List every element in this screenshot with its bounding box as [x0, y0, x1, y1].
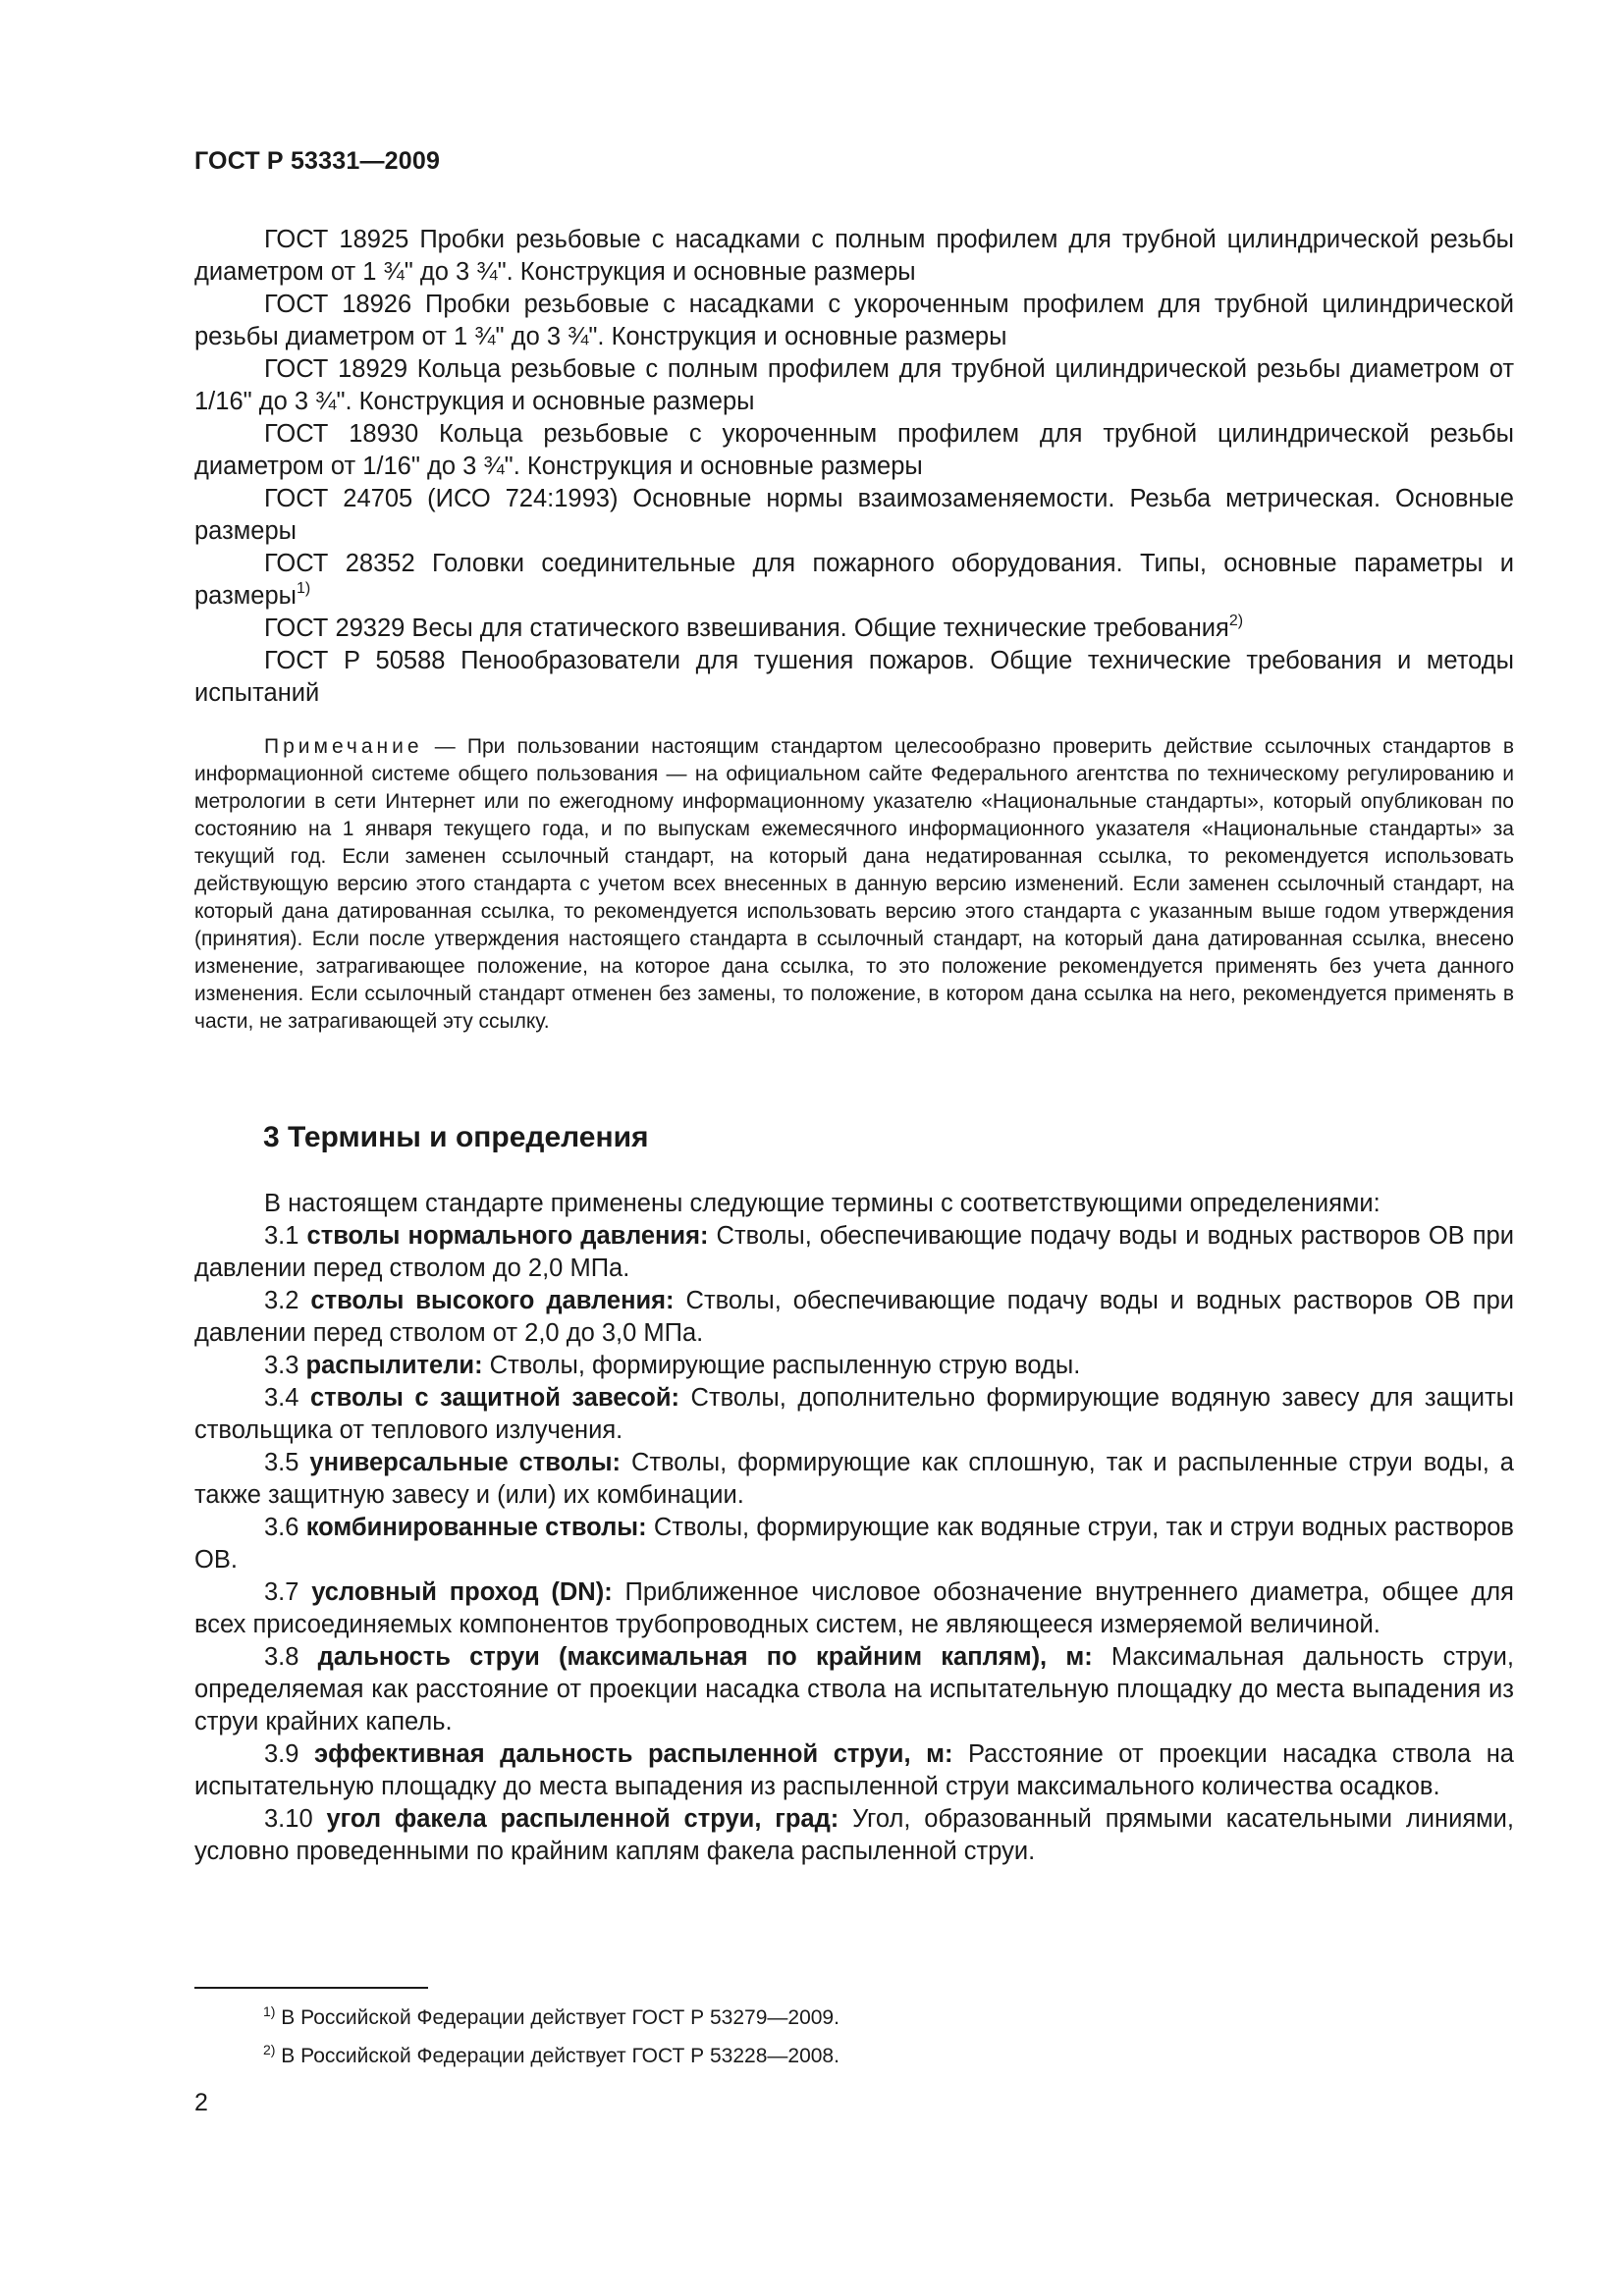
term-item: 3.2 стволы высокого давления: Стволы, обеспечивающие подачу воды и водных растворов ОВ при давлении перед стволом от 2,0 до 3,0 МПа.: [194, 1287, 1515, 1347]
footnote-item: $^{1)}$ В Российской Федерации действует ГОСТ Р 53279—2009.: [263, 2003, 839, 2029]
page-number: 2: [194, 2089, 208, 2116]
section-title: 3 Термины и определения: [263, 1121, 649, 1153]
reference-item: ГОСТ 18925 Пробки резьбовые с насадками с полным профилем для трубной цилиндрической резьбы диаметром от 1 ¾" до 3 ¾". Конструкция и основные размеры: [194, 226, 1514, 286]
reference-item: ГОСТ 28352 Головки соединительные для пожарного оборудования. Типы, основные параметры и размеры$^{1)}$: [194, 550, 1514, 610]
term-item: 3.6 комбинированные стволы: Стволы, формирующие как водяные струи, так и струи водных растворов ОВ.: [194, 1514, 1514, 1574]
normative-references: [194, 224, 1514, 710]
term-name: условный проход (DN):: [311, 1578, 613, 1606]
term-item: 3.9 эффективная дальность распыленной струи, м: Расстояние от проекции насадка ствола на испытательную площадку до места выпадения из распыленной струи максимального количества осадков.: [194, 1740, 1514, 1800]
footnotes: [263, 1999, 839, 2075]
note-label: Примечание: [264, 735, 423, 758]
term-item: 3.1 стволы нормального давления: Стволы, обеспечивающие подачу воды и водных растворов ОВ при давлении перед стволом до 2,0 МПа.: [194, 1222, 1514, 1282]
footnote-item: $^{2)}$ В Российской Федерации действует ГОСТ Р 53228—2008.: [263, 2042, 839, 2067]
term-item: 3.4 стволы с защитной завесой: Стволы, дополнительно формирующие водяную завесу для защиты ствольщика от теплового излучения.: [194, 1384, 1514, 1444]
term-name: комбинированные стволы:: [305, 1514, 647, 1541]
term-item: 3.8 дальность струи (максимальная по крайним каплям), м: Максимальная дальность струи, определяемая как расстояние от проекции насадка ствола на испытательную площадку до места выпадения из струи крайних капель.: [194, 1643, 1514, 1735]
document-header: ГОСТ Р 53331—2009: [194, 147, 441, 175]
reference-item: ГОСТ 24705 (ИСО 724:1993) Основные нормы взаимозаменяемости. Резьба метрическая. Основные размеры: [194, 485, 1514, 545]
term-name: стволы нормального давления:: [306, 1222, 709, 1250]
note-text: — При пользовании настоящим стандартом целесообразно проверить действие ссылочных стандартов в информационной системе общего пользования — на официальном сайте Федерального агентства по техническому регулированию и метрологии в сети Интернет или по ежегодному информационному указателю «Национальные стандарты», который опубликован по состоянию на 1 января текущего года, и по выпускам ежемесячного информационного указателя «Национальные стандарты» за текущий год. Если заменен ссылочный стандарт, на который дана недатированная ссылка, то рекомендуется использовать действующую версию этого стандарта с учетом всех внесенных в данную версию изменений. Если заменен ссылочный стандарт, на который дана датированная ссылка, то рекомендуется использовать версию этого стандарта с указанным выше годом утверждения (принятия). Если после утверждения настоящего стандарта в ссылочный стандарт, на который дана датированная ссылка, внесено изменение, затрагивающее положение, на которое дана ссылка, то это положение рекомендуется применять без учета данного изменения. Если ссылочный стандарт отменен без замены, то положение, в котором дана ссылка на него, рекомендуется применять в части, не затрагивающей эту ссылку.: [194, 735, 1514, 1033]
term-name: угол факела распыленной струи, град:: [326, 1805, 839, 1833]
term-name: стволы с защитной завесой:: [309, 1384, 680, 1412]
footnote-divider: [194, 1987, 428, 1989]
footnote-mark: 2): [1228, 612, 1244, 629]
term-item: 3.5 универсальные стволы: Стволы, формирующие как сплошную, так и распыленные струи воды, а также защитную завесу и (или) их комбинации.: [194, 1449, 1514, 1509]
reference-item: ГОСТ 18926 Пробки резьбовые с насадками с укороченным профилем для трубной цилиндрической резьбы диаметром от 1 ¾" до 3 ¾". Конструкция и основные размеры: [194, 291, 1514, 350]
term-item: 3.3 распылители: Стволы, формирующие распыленную струю воды.: [264, 1352, 1081, 1379]
term-name: распылители:: [305, 1352, 483, 1379]
terms-definitions: [194, 1188, 1514, 1868]
term-name: дальность струи (максимальная по крайним каплям), м:: [317, 1643, 1093, 1671]
reference-item: ГОСТ 29329 Весы для статического взвешивания. Общие технические требования$^{2)}$: [264, 612, 1244, 642]
term-item: 3.10 угол факела распыленной струи, град: Угол, образованный прямыми касательными линиями, условно проведенными по крайним каплям факела распыленной струи.: [194, 1805, 1514, 1865]
term-name: эффективная дальность распыленной струи, м:: [314, 1740, 953, 1768]
reference-item: ГОСТ 18930 Кольца резьбовые с укороченным профилем для трубной цилиндрической резьбы диаметром от 1/16" до 3 ¾". Конструкция и основные размеры: [194, 420, 1514, 480]
section-intro: В настоящем стандарте применены следующие термины с соответствующими определениями:: [264, 1190, 1380, 1217]
term-name: универсальные стволы:: [309, 1449, 622, 1476]
term-item: 3.7 условный проход (DN): Приближенное числовое обозначение внутреннего диаметра, общее для всех присоединяемых компонентов трубопроводных систем, не являющееся измеряемой величиной.: [194, 1578, 1514, 1638]
reference-item: ГОСТ 18929 Кольца резьбовые с полным профилем для трубной цилиндрической резьбы диаметром от 1/16" до 3 ¾". Конструкция и основные размеры: [194, 355, 1514, 415]
note-block: [194, 733, 1514, 1036]
footnote-mark: 1): [297, 579, 311, 597]
term-name: стволы высокого давления:: [310, 1287, 675, 1314]
reference-item: ГОСТ Р 50588 Пенообразователи для тушения пожаров. Общие технические требования и методы испытаний: [194, 647, 1514, 707]
